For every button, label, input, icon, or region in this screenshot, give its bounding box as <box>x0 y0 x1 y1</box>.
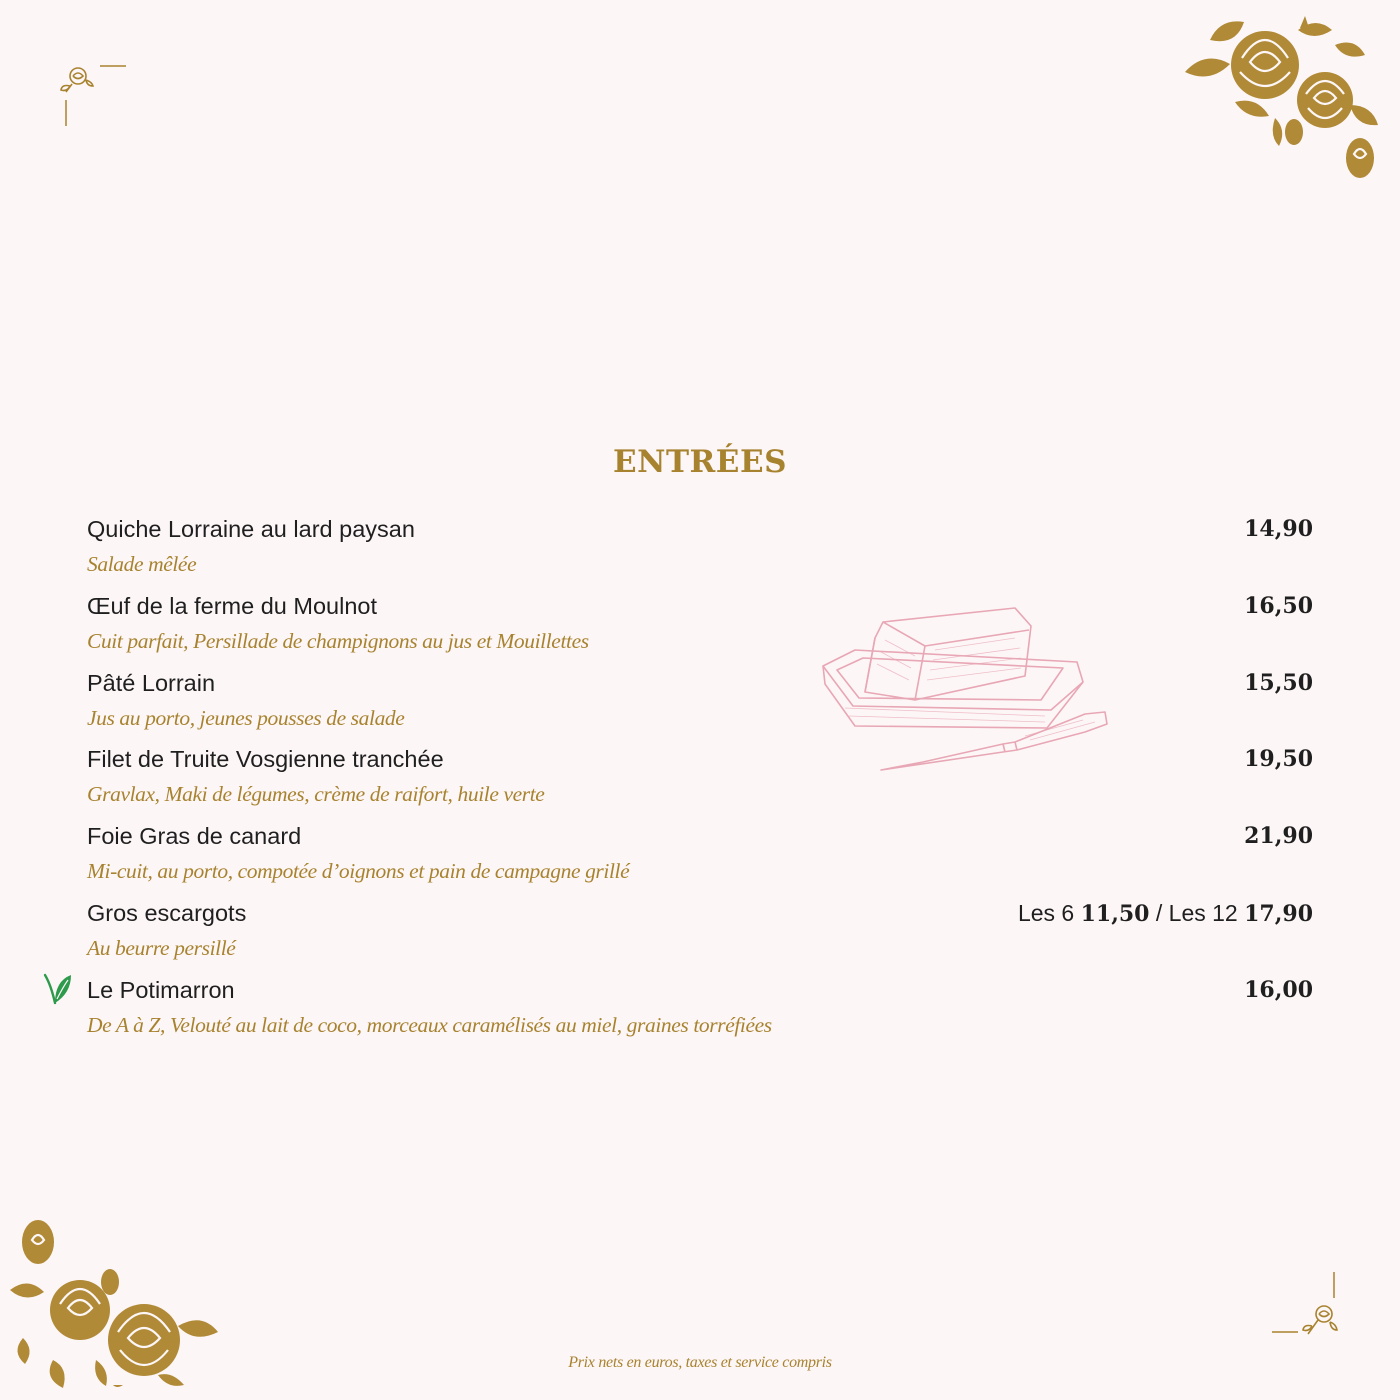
menu-item <box>87 823 1313 900</box>
item-name: Quiche Lorraine au lard paysan <box>87 516 415 542</box>
item-description: Jus au porto, jeunes pousses de salade <box>87 705 405 730</box>
menu-item <box>87 977 1313 1054</box>
item-price: 16,50 <box>1244 592 1313 619</box>
item-description: Mi-cuit, au porto, compotée d’oignons et pain de campagne grillé <box>87 859 630 884</box>
item-price: 21,90 <box>1244 823 1313 850</box>
rose-corner-icon <box>56 56 136 136</box>
item-name: Œuf de la ferme du Moulnot <box>87 592 377 619</box>
item-price: 15,50 <box>1244 669 1313 696</box>
price-label-6: Les 6 <box>1017 899 1081 926</box>
menu-item <box>87 900 1313 977</box>
item-price: 19,50 <box>1244 746 1313 773</box>
vegetarian-leaf-icon <box>41 971 75 1007</box>
menu-item <box>87 746 1313 823</box>
item-price: 16,00 <box>1244 976 1313 1003</box>
item-name: Le Potimarron <box>87 976 235 1003</box>
section-title: ENTRÉES <box>613 444 787 480</box>
item-description: Salade mêlée <box>87 552 197 576</box>
item-price <box>1018 900 1313 927</box>
price-12: 17,90 <box>1244 900 1313 927</box>
footer-note: Prix nets en euros, taxes et service compris <box>568 1354 832 1371</box>
item-name: Foie Gras de canard <box>87 823 302 850</box>
item-description: Gravlax, Maki de légumes, crème de raifort, huile verte <box>87 782 545 807</box>
menu-list <box>87 516 1313 1054</box>
price-label-12: Les 12 <box>1168 899 1245 926</box>
menu-item <box>87 670 1313 747</box>
item-name: Filet de Truite Vosgienne tranchée <box>87 746 444 773</box>
item-description: Cuit parfait, Persillade de champignons au jus et Mouillettes <box>87 628 589 653</box>
menu-item <box>87 593 1313 670</box>
menu-item <box>87 516 1313 593</box>
item-name: Gros escargots <box>87 899 247 926</box>
item-description: De A à Z, Velouté au lait de coco, morceaux caramélisés au miel, graines torréfiées <box>87 1012 772 1037</box>
item-name: Pâté Lorrain <box>87 669 216 696</box>
price-separator: / <box>1149 899 1169 926</box>
item-description: Au beurre persillé <box>87 935 236 960</box>
price-6: 11,50 <box>1080 900 1150 927</box>
rose-bouquet-icon <box>1180 10 1390 190</box>
rose-corner-icon <box>1266 1270 1346 1350</box>
item-price: 14,90 <box>1244 516 1313 542</box>
